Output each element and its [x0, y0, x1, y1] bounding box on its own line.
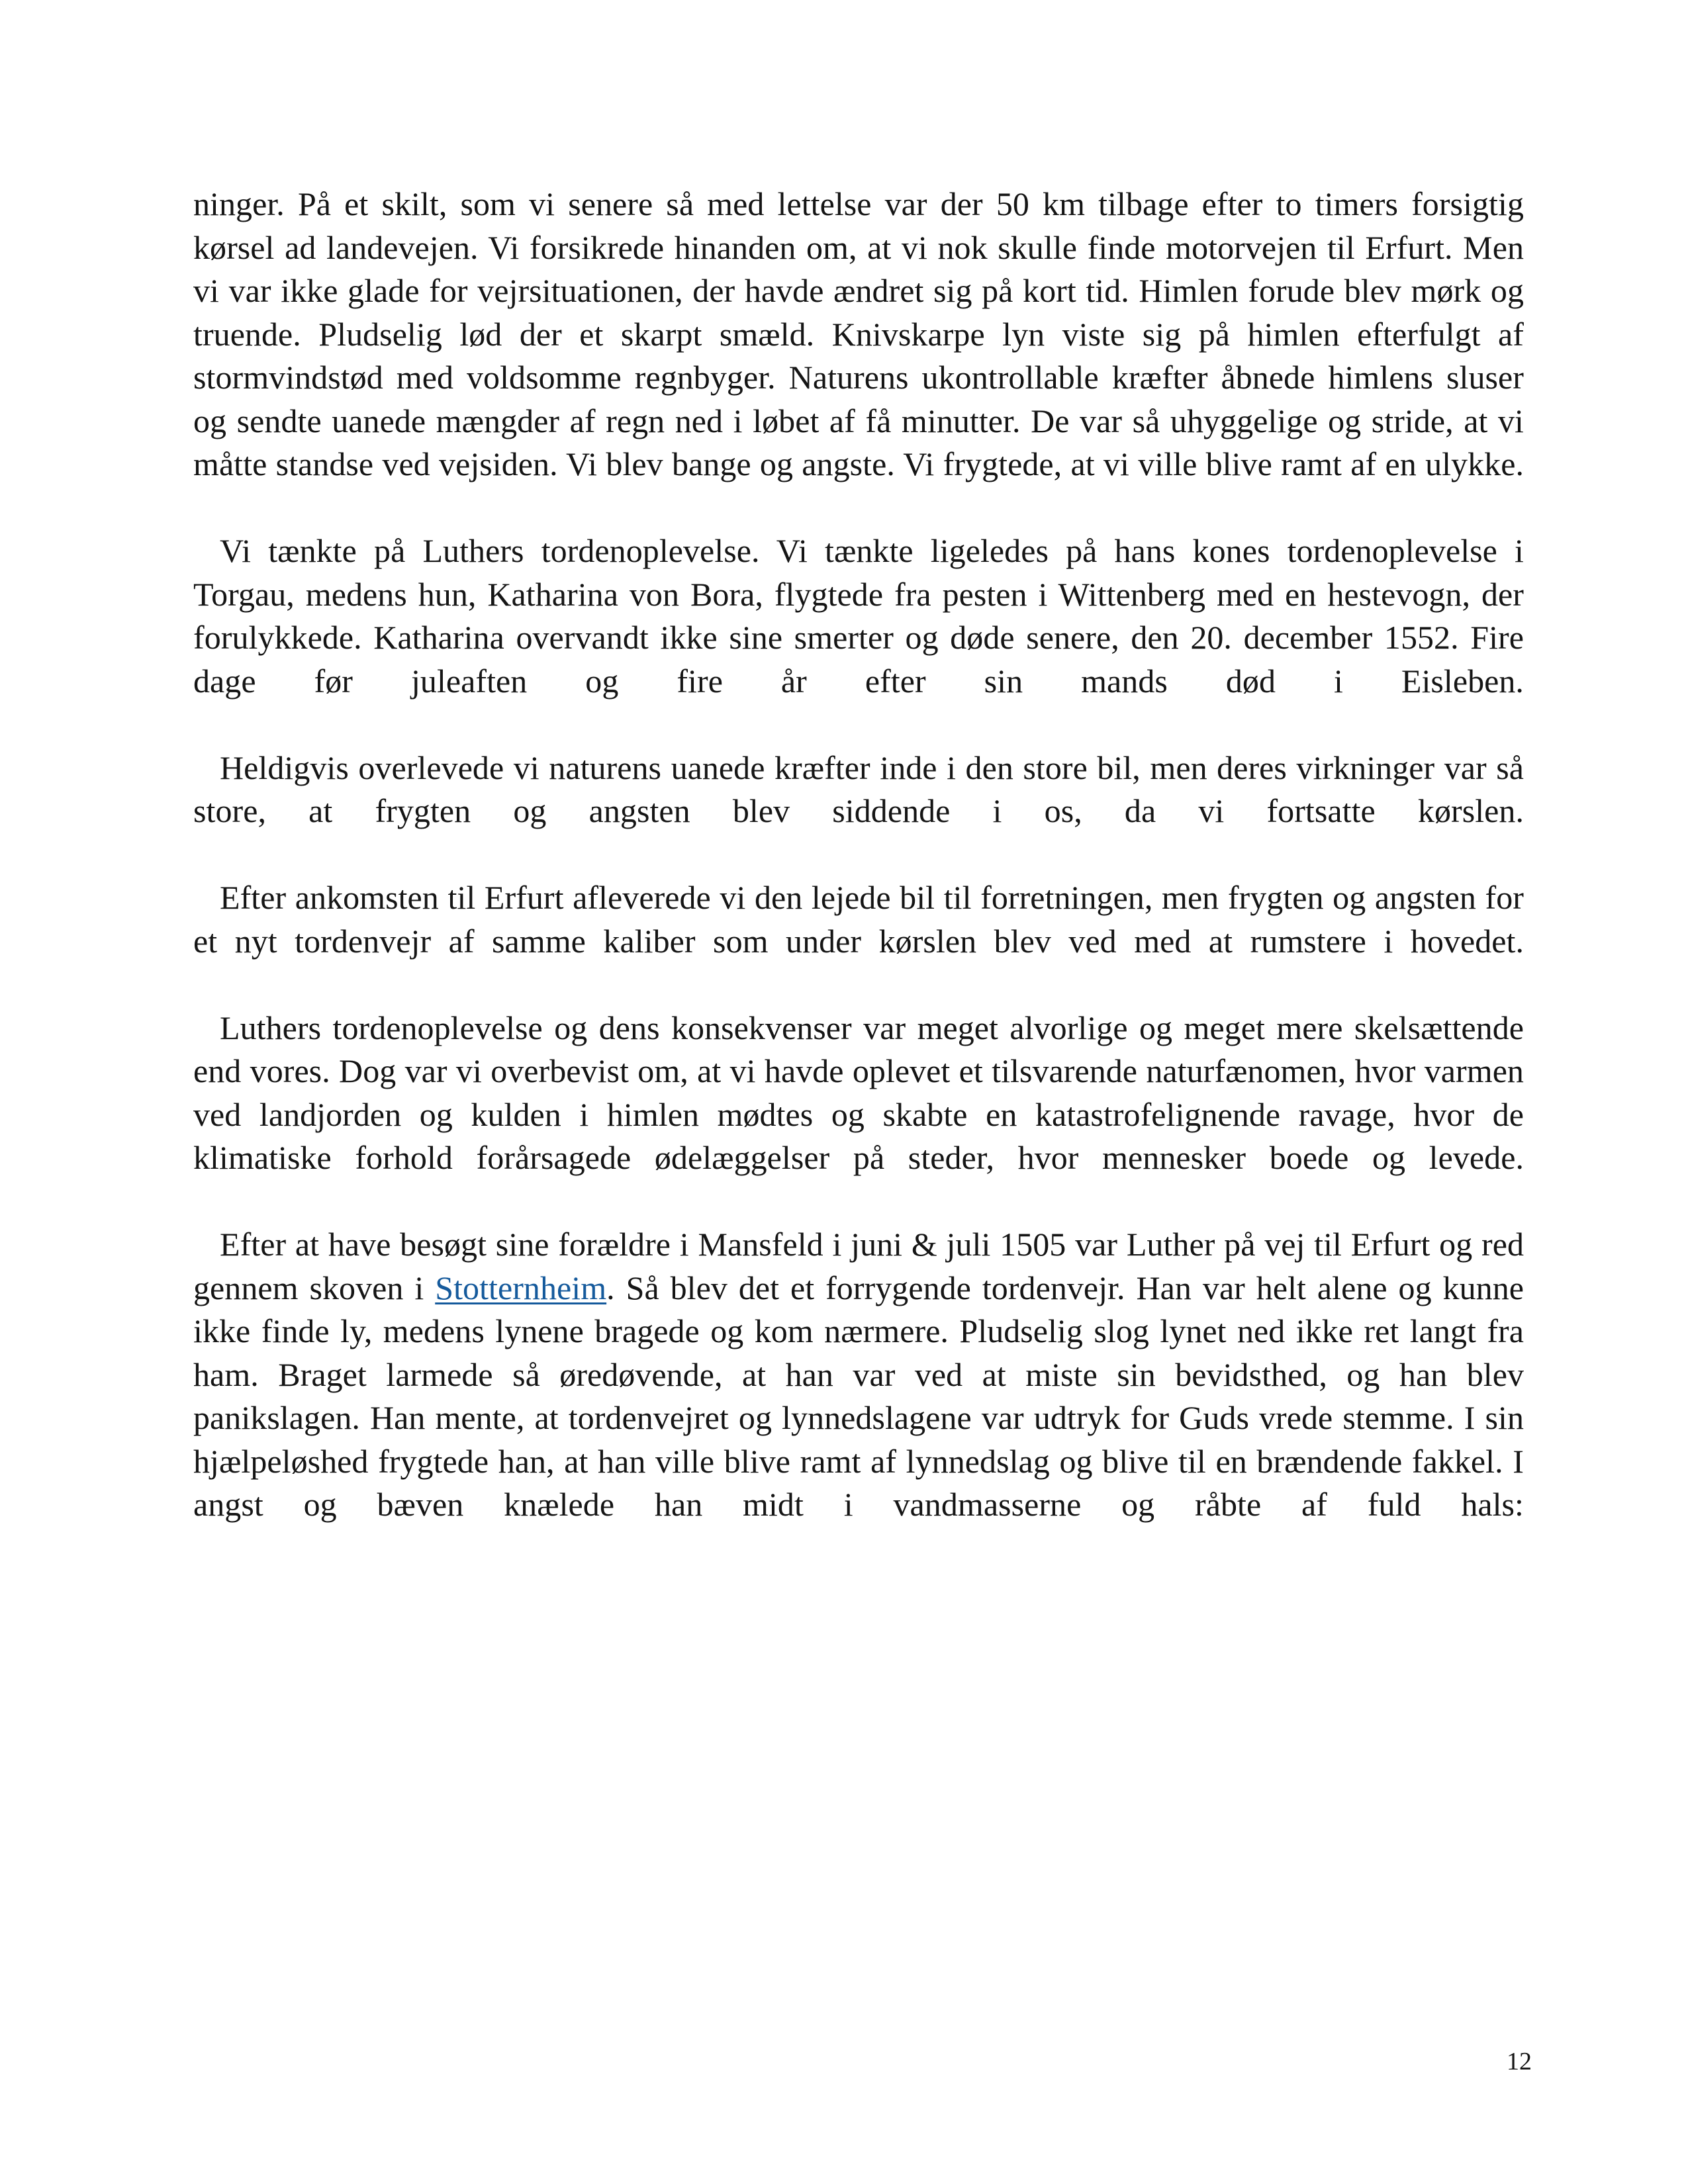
paragraph-6-text-after-link: . Så blev det et forrygende tordenvejr. Han var helt alene og kunne ikke finde ly, medens lynene bragede og kom nærmere. Pludselig slog lynet ned ikke ret langt fra ham. Braget larmede så øredøvende, at han var ved at miste sin bevidsthed, og han blev panikslagen. Han mente, at tordenvejret og lynnedslagene var udtryk for Guds vrede stemme. I sin hjælpeløshed frygtede han, at han ville blive ramt af lynnedslag og blive til en brændende fakkel. I angst og bæven knælede han midt i vandmasserne og råbte af fuld hals:: [193, 1269, 1524, 1523]
paragraph-6-text-before-link: Efter at have besøgt sine forældre i Mansfeld i juni & juli 1505 var Luther på vej til Erfurt og red gennem skoven i: [193, 1226, 1524, 1306]
paragraph-2: Vi tænkte på Luthers tordenoplevelse. Vi tænkte ligeledes på hans kones tordenoplevelse i Torgau, medens hun, Katharina von Bora, flygtede fra pesten i Wittenberg med en hestevogn, der forulykkede. Katharina overvandt ikke sine smerter og døde senere, den 20. december 1552. Fire dage før juleaften og fire år efter sin mands død i Eisleben.: [193, 532, 1524, 700]
body-text-column: [193, 183, 1524, 1570]
paragraph-1: ninger. På et skilt, som vi senere så med lettelse var der 50 km tilbage efter to timers forsigtig kørsel ad landevejen. Vi forsikrede hinanden om, at vi nok skulle finde motorvejen til Erfurt. Men vi var ikke glade for vejrsituationen, der havde ændret sig på kort tid. Himlen forude blev mørk og truende. Pludselig lød der et skarpt smæld. Knivskarpe lyn viste sig på himlen efterfulgt af stormvindstød med voldsomme regnbyger. Naturens ukontrollable kræfter åbnede himlens sluser og sendte uanede mængder af regn ned i løbet af få minutter. De var så uhyggelige og stride, at vi måtte standse ved vejsiden. Vi blev bange og angste. Vi frygtede, at vi ville blive ramt af en ulykke.: [193, 185, 1524, 482]
page-number: 12: [1507, 2048, 1532, 2075]
stotternheim-link[interactable]: Stotternheim: [435, 1269, 607, 1306]
paragraph-3: Heldigvis overlevede vi naturens uanede kræfter inde i den store bil, men deres virkninger var så store, at frygten og angsten blev siddende i os, da vi fortsatte kørslen.: [193, 749, 1524, 829]
paragraph-5: Luthers tordenoplevelse og dens konsekvenser var meget alvorlige og meget mere skelsættende end vores. Dog var vi overbevist om, at vi havde oplevet et tilsvarende naturfænomen, hvor varmen ved landjorden og kulden i himlen mødtes og skabte en katastrofelignende ravage, hvor de klimatiske forhold forårsagede ødelæggelser på steder, hvor mennesker boede og levede.: [193, 1009, 1524, 1176]
paragraph-4: Efter ankomsten til Erfurt afleverede vi den lejede bil til forretningen, men frygten og angsten for et nyt tordenvejr af samme kaliber som under kørslen blev ved med at rumstere i hovedet.: [193, 879, 1524, 960]
paragraph-6: [193, 1223, 1524, 1570]
